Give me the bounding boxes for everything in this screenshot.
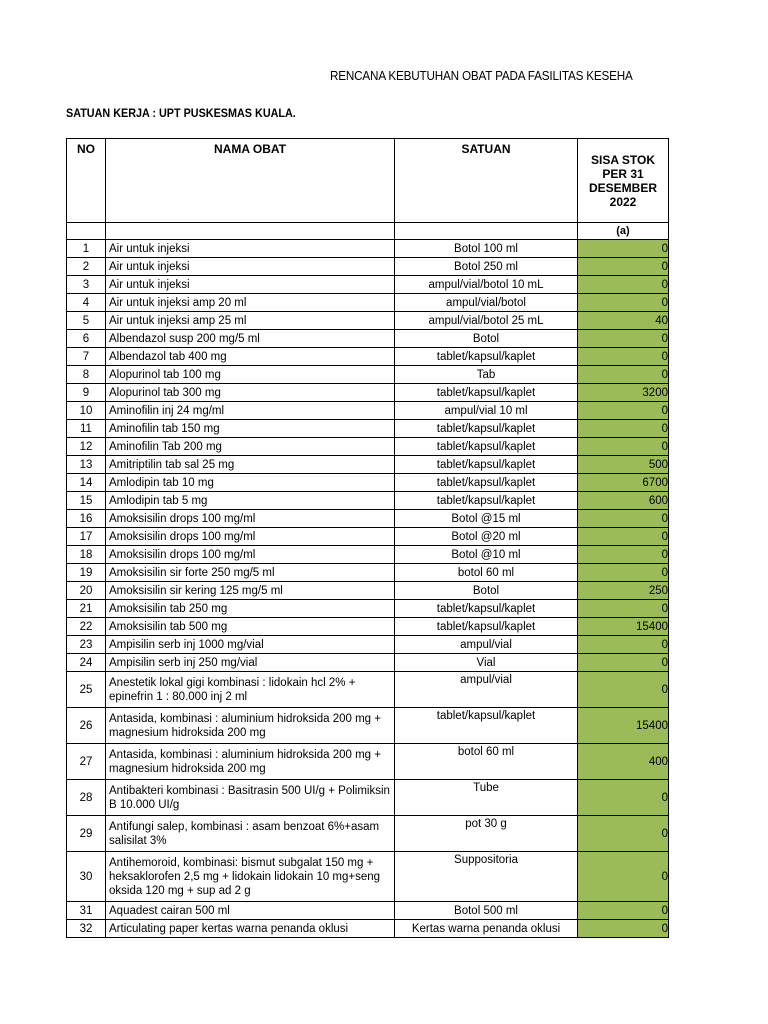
stock-value: 0 xyxy=(578,402,669,420)
stock-value: 0 xyxy=(578,420,669,438)
table-row xyxy=(67,456,669,474)
stock-value: 0 xyxy=(578,258,669,276)
table-row xyxy=(67,564,669,582)
medicine-unit: Tab xyxy=(395,366,578,384)
table-row xyxy=(67,348,669,366)
medicine-unit: Botol 500 ml xyxy=(395,902,578,920)
row-number: 15 xyxy=(67,492,106,510)
row-number: 9 xyxy=(67,384,106,402)
medicine-name: Antihemoroid, kombinasi: bismut subgalat 150 mg + heksaklorofen 2,5 mg + lidokain lidokain 10 mg+seng oksida 120 mg + sup ad 2 g xyxy=(106,852,395,902)
medicine-name: Articulating paper kertas warna penanda oklusi xyxy=(106,920,395,938)
table-row xyxy=(67,636,669,654)
stock-value: 0 xyxy=(578,276,669,294)
medicine-unit: botol 60 ml xyxy=(395,564,578,582)
stock-value: 15400 xyxy=(578,708,669,744)
table-row xyxy=(67,600,669,618)
medicine-name: Amlodipin tab 10 mg xyxy=(106,474,395,492)
medicine-name: Air untuk injeksi xyxy=(106,258,395,276)
stock-value: 0 xyxy=(578,564,669,582)
row-number: 17 xyxy=(67,528,106,546)
medicine-name: Albendazol susp 200 mg/5 ml xyxy=(106,330,395,348)
medicine-unit: pot 30 g xyxy=(395,816,578,852)
table-row xyxy=(67,654,669,672)
stock-value: 15400 xyxy=(578,618,669,636)
row-number: 16 xyxy=(67,510,106,528)
row-number: 4 xyxy=(67,294,106,312)
medicine-name: Antibakteri kombinasi : Basitrasin 500 UI/g + Polimiksin B 10.000 UI/g xyxy=(106,780,395,816)
medicine-name: Ampisilin serb inj 1000 mg/vial xyxy=(106,636,395,654)
table-row xyxy=(67,294,669,312)
stock-value: 0 xyxy=(578,902,669,920)
row-number: 29 xyxy=(67,816,106,852)
medicine-unit: Botol xyxy=(395,582,578,600)
table-row xyxy=(67,528,669,546)
medicine-name: Aminofilin Tab 200 mg xyxy=(106,438,395,456)
row-number: 12 xyxy=(67,438,106,456)
medicine-name: Ampisilin serb inj 250 mg/vial xyxy=(106,654,395,672)
header-unit: SATUAN xyxy=(395,139,578,223)
row-number: 7 xyxy=(67,348,106,366)
medicine-name: Aquadest cairan 500 ml xyxy=(106,902,395,920)
medicine-unit: Tube xyxy=(395,780,578,816)
table-row xyxy=(67,402,669,420)
stock-value: 0 xyxy=(578,528,669,546)
row-number: 25 xyxy=(67,672,106,708)
table-row xyxy=(67,902,669,920)
medicine-name: Amoksisilin drops 100 mg/ml xyxy=(106,546,395,564)
medicine-name: Amoksisilin drops 100 mg/ml xyxy=(106,528,395,546)
row-number: 31 xyxy=(67,902,106,920)
medicine-name: Antasida, kombinasi : aluminium hidroksida 200 mg + magnesium hidroksida 200 mg xyxy=(106,744,395,780)
subheader-unit-empty xyxy=(395,223,578,240)
medicine-unit: Botol xyxy=(395,330,578,348)
stock-value: 0 xyxy=(578,780,669,816)
medicine-unit: tablet/kapsul/kaplet xyxy=(395,438,578,456)
document-title: RENCANA KEBUTUHAN OBAT PADA FASILITAS KESEHA xyxy=(330,68,633,83)
medicine-unit: tablet/kapsul/kaplet xyxy=(395,600,578,618)
medicine-unit: ampul/vial/botol xyxy=(395,294,578,312)
table-row xyxy=(67,708,669,744)
row-number: 14 xyxy=(67,474,106,492)
medicine-unit: Botol 100 ml xyxy=(395,240,578,258)
row-number: 10 xyxy=(67,402,106,420)
stock-value: 0 xyxy=(578,294,669,312)
stock-value: 0 xyxy=(578,852,669,902)
table-row xyxy=(67,366,669,384)
table-row xyxy=(67,816,669,852)
medicine-unit: Vial xyxy=(395,654,578,672)
table-row xyxy=(67,582,669,600)
table-row xyxy=(67,420,669,438)
medicine-unit: tablet/kapsul/kaplet xyxy=(395,420,578,438)
row-number: 11 xyxy=(67,420,106,438)
row-number: 5 xyxy=(67,312,106,330)
medicine-name: Albendazol tab 400 mg xyxy=(106,348,395,366)
table-row xyxy=(67,852,669,902)
stock-value: 0 xyxy=(578,330,669,348)
medicine-name: Anestetik lokal gigi kombinasi : lidokain hcl 2% + epinefrin 1 : 80.000 inj 2 ml xyxy=(106,672,395,708)
stock-value: 3200 xyxy=(578,384,669,402)
row-number: 18 xyxy=(67,546,106,564)
table-row xyxy=(67,276,669,294)
medicine-name: Amitriptilin tab sal 25 mg xyxy=(106,456,395,474)
table-row xyxy=(67,618,669,636)
table-row xyxy=(67,474,669,492)
row-number: 19 xyxy=(67,564,106,582)
medicine-name: Amoksisilin tab 500 mg xyxy=(106,618,395,636)
row-number: 21 xyxy=(67,600,106,618)
medicine-name: Amoksisilin sir forte 250 mg/5 ml xyxy=(106,564,395,582)
stock-value: 6700 xyxy=(578,474,669,492)
row-number: 6 xyxy=(67,330,106,348)
row-number: 23 xyxy=(67,636,106,654)
header-stock: SISA STOK PER 31 DESEMBER 2022 xyxy=(578,139,669,223)
stock-value: 0 xyxy=(578,510,669,528)
medicine-unit: Botol @15 ml xyxy=(395,510,578,528)
work-unit-label: SATUAN KERJA : UPT PUSKESMAS KUALA. xyxy=(66,106,296,120)
medicine-unit: Botol @10 ml xyxy=(395,546,578,564)
stock-value: 0 xyxy=(578,438,669,456)
stock-value: 400 xyxy=(578,744,669,780)
stock-value: 0 xyxy=(578,654,669,672)
table-row xyxy=(67,384,669,402)
table-row xyxy=(67,920,669,938)
table-row xyxy=(67,312,669,330)
row-number: 22 xyxy=(67,618,106,636)
medicine-name: Air untuk injeksi amp 25 ml xyxy=(106,312,395,330)
table-row xyxy=(67,330,669,348)
medicine-unit: ampul/vial 10 ml xyxy=(395,402,578,420)
row-number: 24 xyxy=(67,654,106,672)
stock-value: 0 xyxy=(578,636,669,654)
medicine-unit: ampul/vial/botol 10 mL xyxy=(395,276,578,294)
row-number: 28 xyxy=(67,780,106,816)
stock-value: 0 xyxy=(578,366,669,384)
stock-value: 40 xyxy=(578,312,669,330)
stock-value: 500 xyxy=(578,456,669,474)
table-row xyxy=(67,510,669,528)
medicine-name: Amoksisilin sir kering 125 mg/5 ml xyxy=(106,582,395,600)
subheader-name-empty xyxy=(106,223,395,240)
medicine-unit: tablet/kapsul/kaplet xyxy=(395,348,578,366)
stock-value: 0 xyxy=(578,672,669,708)
table-row xyxy=(67,546,669,564)
row-number: 26 xyxy=(67,708,106,744)
medicine-name: Air untuk injeksi xyxy=(106,240,395,258)
medicine-name: Aminofilin tab 150 mg xyxy=(106,420,395,438)
medicine-table xyxy=(66,138,669,938)
row-number: 20 xyxy=(67,582,106,600)
table-row xyxy=(67,438,669,456)
medicine-name: Antifungi salep, kombinasi : asam benzoat 6%+asam salisilat 3% xyxy=(106,816,395,852)
table-row xyxy=(67,258,669,276)
medicine-unit: tablet/kapsul/kaplet xyxy=(395,708,578,744)
subheader-no-empty xyxy=(67,223,106,240)
header-no: NO xyxy=(67,139,106,223)
header-name: NAMA OBAT xyxy=(106,139,395,223)
stock-value: 0 xyxy=(578,546,669,564)
table-row xyxy=(67,672,669,708)
table-subheader-row xyxy=(67,223,669,240)
table-row xyxy=(67,780,669,816)
row-number: 27 xyxy=(67,744,106,780)
table-header-row xyxy=(67,139,669,223)
medicine-unit: tablet/kapsul/kaplet xyxy=(395,384,578,402)
medicine-unit: Botol 250 ml xyxy=(395,258,578,276)
row-number: 2 xyxy=(67,258,106,276)
row-number: 13 xyxy=(67,456,106,474)
medicine-unit: tablet/kapsul/kaplet xyxy=(395,618,578,636)
row-number: 8 xyxy=(67,366,106,384)
medicine-name: Air untuk injeksi xyxy=(106,276,395,294)
medicine-unit: Botol @20 ml xyxy=(395,528,578,546)
medicine-unit: Kertas warna penanda oklusi xyxy=(395,920,578,938)
medicine-name: Alopurinol tab 300 mg xyxy=(106,384,395,402)
table-row xyxy=(67,744,669,780)
medicine-unit: tablet/kapsul/kaplet xyxy=(395,456,578,474)
medicine-unit: tablet/kapsul/kaplet xyxy=(395,492,578,510)
medicine-name: Alopurinol tab 100 mg xyxy=(106,366,395,384)
medicine-name: Amlodipin tab 5 mg xyxy=(106,492,395,510)
medicine-unit: tablet/kapsul/kaplet xyxy=(395,474,578,492)
stock-value: 250 xyxy=(578,582,669,600)
stock-value: 0 xyxy=(578,920,669,938)
stock-value: 0 xyxy=(578,348,669,366)
medicine-name: Amoksisilin drops 100 mg/ml xyxy=(106,510,395,528)
stock-value: 0 xyxy=(578,240,669,258)
medicine-name: Antasida, kombinasi : aluminium hidroksida 200 mg + magnesium hidroksida 200 mg xyxy=(106,708,395,744)
medicine-name: Aminofilin inj 24 mg/ml xyxy=(106,402,395,420)
table-row xyxy=(67,240,669,258)
medicine-name: Air untuk injeksi amp 20 ml xyxy=(106,294,395,312)
medicine-unit: ampul/vial xyxy=(395,672,578,708)
row-number: 32 xyxy=(67,920,106,938)
stock-value: 0 xyxy=(578,816,669,852)
medicine-unit: Suppositoria xyxy=(395,852,578,902)
row-number: 3 xyxy=(67,276,106,294)
medicine-unit: botol 60 ml xyxy=(395,744,578,780)
row-number: 1 xyxy=(67,240,106,258)
table-row xyxy=(67,492,669,510)
medicine-unit: ampul/vial xyxy=(395,636,578,654)
subheader-stock-label: (a) xyxy=(578,223,669,240)
medicine-name: Amoksisilin tab 250 mg xyxy=(106,600,395,618)
stock-value: 0 xyxy=(578,600,669,618)
row-number: 30 xyxy=(67,852,106,902)
stock-value: 600 xyxy=(578,492,669,510)
medicine-unit: ampul/vial/botol 25 mL xyxy=(395,312,578,330)
